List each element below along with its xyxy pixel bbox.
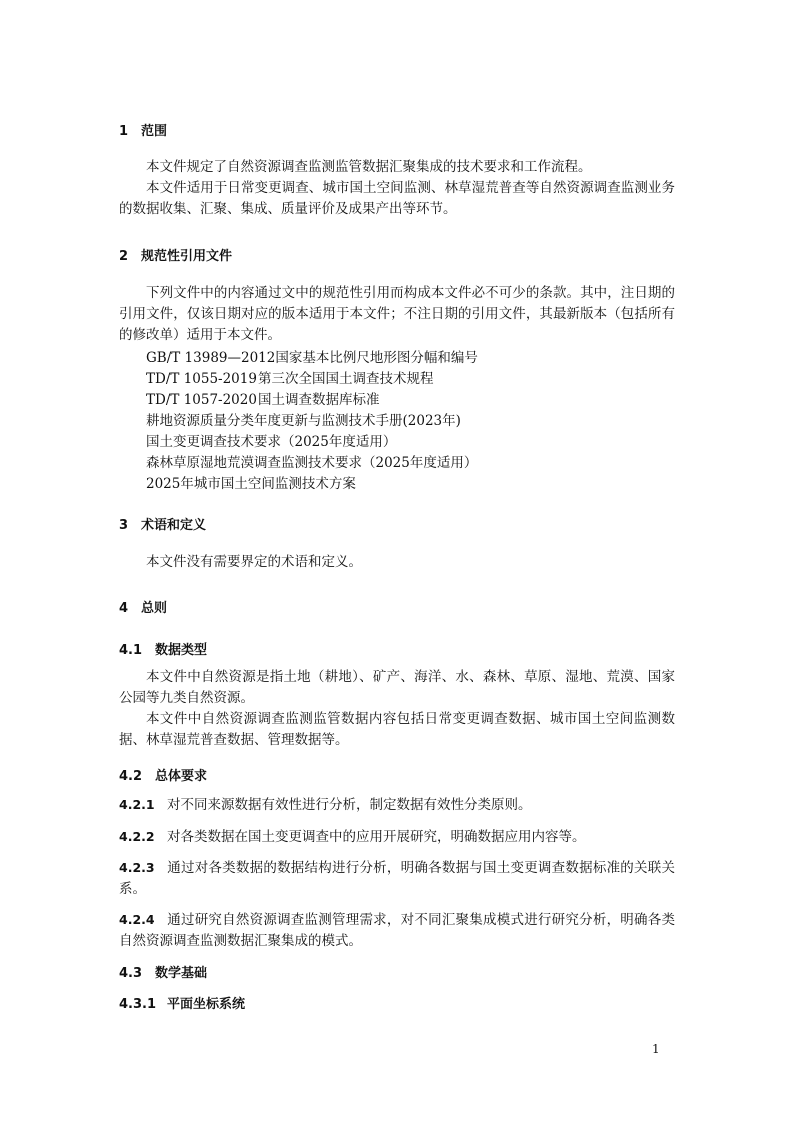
reference-title: 2025年城市国土空间监测技术方案 xyxy=(146,476,356,492)
reference-code: TD/T 1055-2019 xyxy=(146,371,257,387)
section-title: 总体要求 xyxy=(155,769,208,784)
subsection-heading-math-basis xyxy=(119,962,207,981)
section-heading-references xyxy=(119,245,232,264)
subsubsection-heading-plane-coordinate xyxy=(119,993,245,1012)
section-title: 数据类型 xyxy=(155,643,208,658)
paragraph-references-intro: 下列文件中的内容通过文中的规范性引用而构成本文件必不可少的条款。其中，注日期的引用文件，仅该日期对应的版本适用于本文件；不注日期的引用文件，其最新版本（包括所有的修改单）适用于本文件。 xyxy=(119,285,675,343)
requirement-number: 4.2.1 xyxy=(119,797,155,812)
subsection-heading-data-types xyxy=(119,639,207,658)
requirement-number: 4.2.3 xyxy=(119,860,155,875)
section-number: 4 xyxy=(119,601,129,616)
section-title: 平面坐标系统 xyxy=(167,997,246,1012)
section-heading-scope xyxy=(119,120,167,139)
reference-item xyxy=(146,388,380,408)
reference-code: GB/T 13989—2012 xyxy=(146,350,276,366)
section-number: 2 xyxy=(119,249,129,264)
reference-title: 国家基本比例尺地形图分幅和编号 xyxy=(275,350,478,366)
section-heading-general xyxy=(119,597,167,616)
reference-code: TD/T 1057-2020 xyxy=(146,392,257,408)
reference-title: 国土调查数据库标准 xyxy=(258,392,380,408)
section-heading-terms xyxy=(119,514,206,533)
reference-item xyxy=(146,451,477,471)
paragraph-types-1: 本文件中自然资源是指土地（耕地）、矿产、海洋、水、森林、草原、湿地、荒漠、国家公园等九类自然资源。 xyxy=(119,669,675,706)
reference-item xyxy=(146,367,434,387)
paragraph-terms: 本文件没有需要界定的术语和定义。 xyxy=(146,554,362,570)
reference-item xyxy=(146,430,396,450)
reference-title: 国土变更调查技术要求（2025年度适用） xyxy=(146,434,397,450)
reference-item xyxy=(146,472,356,492)
section-title: 数学基础 xyxy=(155,966,208,981)
reference-title: 第三次全国国土调查技术规程 xyxy=(258,371,434,387)
reference-title: 森林草原湿地荒漠调查监测技术要求（2025年度适用） xyxy=(146,455,478,471)
requirement-number: 4.2.2 xyxy=(119,829,155,844)
requirement-item xyxy=(119,826,675,848)
subsection-heading-general-requirements xyxy=(119,765,207,784)
requirement-text: 通过研究自然资源调查监测管理需求，对不同汇聚集成模式进行研究分析，明确各类自然资源调查监测数据汇聚集成的模式。 xyxy=(119,912,675,949)
reference-title: 耕地资源质量分类年度更新与监测技术手册(2023年) xyxy=(146,413,461,429)
paragraph-scope-2: 本文件适用于日常变更调查、城市国土空间监测、林草湿荒普查等自然资源调查监测业务的数据收集、汇聚、集成、质量评价及成果产出等环节。 xyxy=(119,180,675,217)
section-title: 规范性引用文件 xyxy=(141,249,233,264)
requirement-text: 通过对各类数据的数据结构进行分析，明确各数据与国土变更调查数据标准的关联关系。 xyxy=(119,860,675,897)
section-title: 范围 xyxy=(141,124,168,139)
section-title: 总则 xyxy=(141,601,168,616)
reference-item xyxy=(146,346,478,366)
section-number: 4.1 xyxy=(119,643,143,658)
paragraph-types-2: 本文件中自然资源调查监测监管数据内容包括日常变更调查数据、城市国土空间监测数据、林草湿荒普查数据、管理数据等。 xyxy=(119,711,675,748)
section-number: 4.2 xyxy=(119,769,143,784)
requirement-text: 对各类数据在国土变更调查中的应用开展研究，明确数据应用内容等。 xyxy=(167,829,586,845)
reference-item xyxy=(146,409,461,429)
paragraph-scope-1: 本文件规定了自然资源调查监测监管数据汇聚集成的技术要求和工作流程。 xyxy=(146,159,592,175)
page-number: 1 xyxy=(652,1042,660,1056)
requirement-item xyxy=(119,794,675,816)
requirement-item xyxy=(119,857,675,900)
section-number: 4.3 xyxy=(119,966,143,981)
section-number: 1 xyxy=(119,124,129,139)
requirement-item xyxy=(119,909,675,952)
section-title: 术语和定义 xyxy=(141,518,207,533)
section-number: 3 xyxy=(119,518,129,533)
section-number: 4.3.1 xyxy=(119,997,157,1012)
requirement-text: 对不同来源数据有效性进行分析，制定数据有效性分类原则。 xyxy=(167,797,532,813)
requirement-number: 4.2.4 xyxy=(119,912,155,927)
